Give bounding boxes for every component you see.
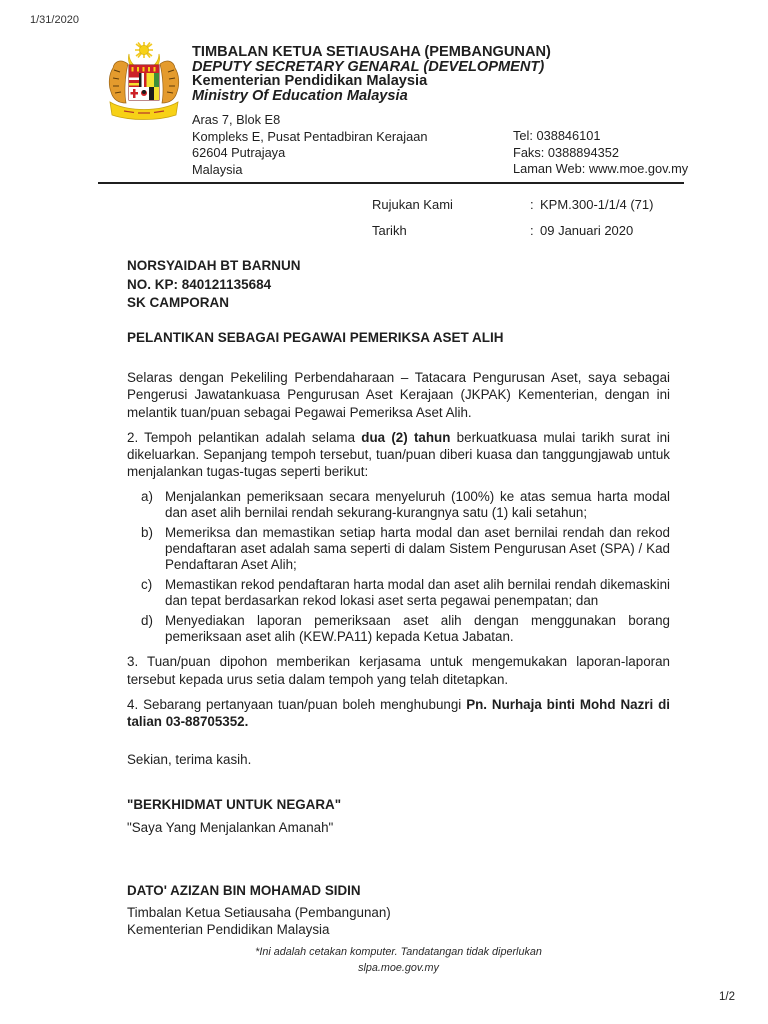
list-item-text: Menjalankan pemeriksaan secara menyeluruh (100%) ke atas semua harta modal dan aset alih bernilai rendah sekurang-kurangnya satu (1) kali setahun; bbox=[165, 488, 670, 521]
signatory-title-1: Timbalan Ketua Setiausaha (Pembangunan) bbox=[127, 904, 391, 920]
letter-body bbox=[127, 369, 670, 938]
address-line: Malaysia bbox=[192, 161, 243, 177]
list-item bbox=[127, 613, 670, 646]
paragraph-4-bold: Pn. Nurhaja binti Mohd Nazri di talian 03-88705352. bbox=[127, 697, 671, 730]
paragraph-4 bbox=[127, 696, 670, 731]
motto-berkhidmat: "BERKHIDMAT UNTUK NEGARA" bbox=[127, 796, 342, 812]
reference-separator: : bbox=[530, 197, 534, 212]
org-line-dept-en: DEPUTY SECRETARY GENARAL (DEVELOPMENT) bbox=[192, 58, 545, 75]
date-label: Tarikh bbox=[372, 223, 407, 238]
list-item-text: Menyediakan laporan pemeriksaan aset alih dengan menggunakan borang pemeriksaan aset alih (KEW.PA11) kepada Ketua Jabatan. bbox=[165, 612, 670, 645]
list-marker: c) bbox=[141, 576, 153, 592]
recipient-block bbox=[127, 257, 301, 313]
date-separator: : bbox=[530, 223, 534, 238]
recipient-id: NO. KP: 840121135684 bbox=[127, 276, 272, 292]
footnote-disclaimer: *Ini adalah cetakan komputer. Tandatangan tidak diperlukan bbox=[255, 946, 542, 958]
letterhead-contact bbox=[513, 128, 688, 178]
letterhead-address bbox=[192, 112, 427, 178]
paragraph-2-text: 2. Tempoh pelantikan adalah selama bbox=[127, 429, 362, 445]
list-item bbox=[127, 577, 670, 610]
reference-block bbox=[372, 196, 653, 248]
reference-label: Rujukan Kami bbox=[372, 197, 453, 212]
address-line: Kompleks E, Pusat Pentadbiran Kerajaan bbox=[192, 128, 428, 144]
contact-fax: Faks: 0388894352 bbox=[513, 144, 620, 160]
list-item-text: Memeriksa dan memastikan setiap harta modal dan aset bernilai rendah dan rekod pendaftaran aset adalah sama seperti di dalam Sistem Pengurusan Aset (SPA) / Kad Pendaftaran Aset Alih; bbox=[165, 524, 670, 573]
print-header-date: 1/31/2020 bbox=[30, 14, 79, 26]
list-marker: d) bbox=[141, 612, 153, 628]
paragraph-2-text: berkuatkuasa mulai tarikh surat ini dikeluarkan. Sepanjang tempoh tersebut, tuan/puan diberi kuasa dan tanggungjawab untuk menjalankan tugas-tugas seperti berikut: bbox=[127, 429, 671, 480]
paragraph-3: 3. Tuan/puan dipohon memberikan kerjasama untuk mengemukakan laporan-laporan tersebut kepada urus setia dalam tempoh yang telah ditetapkan. bbox=[127, 654, 670, 687]
page-number: 1/2 bbox=[719, 991, 735, 1003]
org-line-dept-ms: TIMBALAN KETUA SETIAUSAHA (PEMBANGUNAN) bbox=[192, 44, 551, 60]
recipient-school: SK CAMPORAN bbox=[127, 295, 230, 310]
motto-amanah: "Saya Yang Menjalankan Amanah" bbox=[127, 820, 334, 836]
list-marker: a) bbox=[141, 488, 153, 504]
closing-line: Sekian, terima kasih. bbox=[127, 751, 252, 767]
address-line: 62604 Putrajaya bbox=[192, 145, 286, 161]
list-item bbox=[127, 489, 670, 522]
list-item-text: Memastikan rekod pendaftaran harta modal dan aset alih bernilai rendah dikemaskini dan tepat berdasarkan rekod lokasi aset serta pegawai penempatan; dan bbox=[165, 576, 670, 609]
footnote-block bbox=[127, 944, 670, 976]
reference-row bbox=[372, 196, 653, 213]
org-line-ministry-en: Ministry Of Education Malaysia bbox=[192, 87, 408, 104]
paragraph-1: Selaras dengan Pekeliling Perbendaharaan – Tatacara Pengurusan Aset, saya sebagai Pengerusi Jawatankuasa Pengurusan Aset Kerajaan (JKPAK) Kementerian, dengan ini melantik tuan/puan sebagai Pegawai Pemeriksa Aset Alih. bbox=[127, 370, 670, 420]
signatory-title-2: Kementerian Pendidikan Malaysia bbox=[127, 921, 330, 937]
org-line-ministry-ms: Kementerian Pendidikan Malaysia bbox=[192, 73, 428, 90]
recipient-name: NORSYAIDAH BT BARNUN bbox=[127, 258, 301, 273]
signatory-name: DATO' AZIZAN BIN MOHAMAD SIDIN bbox=[127, 882, 361, 898]
paragraph-2-bold: dua (2) tahun bbox=[361, 429, 451, 445]
contact-tel: Tel: 038846101 bbox=[513, 128, 601, 143]
footnote-site: slpa.moe.gov.my bbox=[358, 962, 439, 974]
list-item bbox=[127, 525, 670, 574]
subject-line: PELANTIKAN SEBAGAI PEGAWAI PEMERIKSA ASET ALIH bbox=[127, 330, 504, 345]
letterhead-org-block bbox=[192, 45, 551, 103]
list-marker: b) bbox=[141, 524, 153, 540]
malaysia-coat-of-arms-icon bbox=[100, 40, 189, 123]
reference-number: KPM.300-1/1/4 (71) bbox=[540, 197, 654, 212]
duty-list bbox=[127, 489, 670, 646]
ministry-crest-logo bbox=[100, 40, 189, 123]
letter-date: 09 Januari 2020 bbox=[540, 223, 634, 238]
contact-web: Laman Web: www.moe.gov.my bbox=[513, 161, 689, 177]
date-row bbox=[372, 222, 653, 239]
address-line: Aras 7, Blok E8 bbox=[192, 112, 281, 127]
letterhead-divider bbox=[98, 182, 684, 184]
paragraph-4-text: 4. Sebarang pertanyaan tuan/puan boleh menghubungi bbox=[127, 697, 467, 713]
paragraph-2 bbox=[127, 429, 670, 481]
